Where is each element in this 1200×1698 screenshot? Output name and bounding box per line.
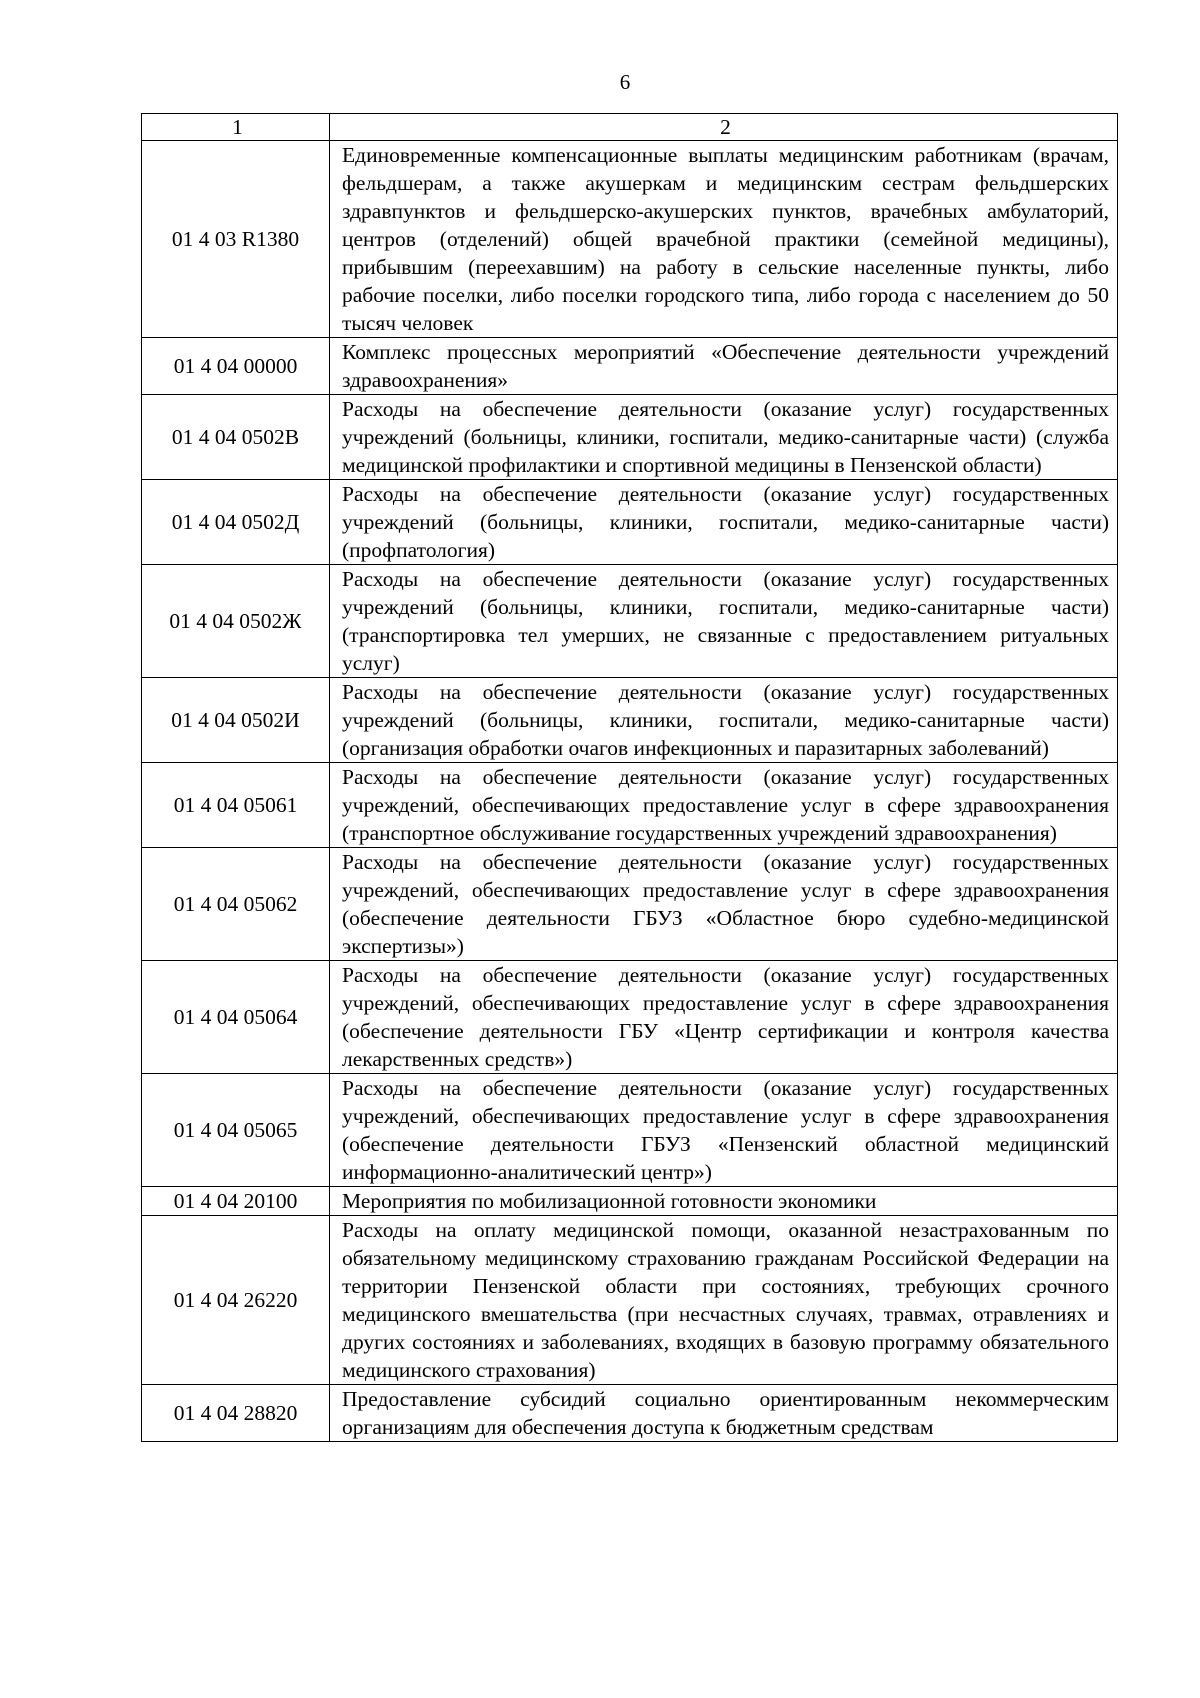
- table-row: [142, 1385, 1118, 1442]
- row-code: 01 4 04 05062: [142, 848, 330, 961]
- table-row: [142, 678, 1118, 763]
- table-row: [142, 1187, 1118, 1216]
- table-row: [142, 1074, 1118, 1187]
- row-description: Расходы на обеспечение деятельности (оказание услуг) государственных учреждений, обеспечивающих предоставление услуг в сфере здравоохранения (обеспечение деятельности ГБУЗ «Пензенский областной медицинский информационно-аналитический центр»): [330, 1074, 1118, 1187]
- row-code: 01 4 04 0502Ж: [142, 565, 330, 678]
- row-code: 01 4 04 05061: [142, 763, 330, 848]
- row-code: 01 4 04 0502Д: [142, 480, 330, 565]
- table-row: [142, 565, 1118, 678]
- column-header-code: 1: [142, 114, 330, 141]
- row-description: Расходы на оплату медицинской помощи, оказанной незастрахованным по обязательному медицинскому страхованию гражданам Российской Федерации на территории Пензенской области при состояниях, требующих срочного медицинского вмешательства (при несчастных случаях, травмах, отравлениях и других состояниях и заболеваниях, входящих в базовую программу обязательного медицинского страхования): [330, 1216, 1118, 1385]
- table-row: [142, 395, 1118, 480]
- row-code: 01 4 04 0502И: [142, 678, 330, 763]
- table-row: [142, 338, 1118, 395]
- row-code: 01 4 04 05065: [142, 1074, 330, 1187]
- row-description: Единовременные компенсационные выплаты медицинским работникам (врачам, фельдшерам, а также акушеркам и медицинским сестрам фельдшерских здравпунктов и фельдшерско-акушерских пунктов, врачебных амбулаторий, центров (отделений) общей врачебной практики (семейной медицины), прибывшим (переехавшим) на работу в сельские населенные пункты, либо рабочие поселки, либо поселки городского типа, либо города с населением до 50 тысяч человек: [330, 141, 1118, 338]
- row-description: Расходы на обеспечение деятельности (оказание услуг) государственных учреждений, обеспечивающих предоставление услуг в сфере здравоохранения (обеспечение деятельности ГБУЗ «Областное бюро судебно-медицинской экспертизы»): [330, 848, 1118, 961]
- column-header-description: 2: [330, 114, 1118, 141]
- table-body: [142, 141, 1118, 1442]
- table-row: [142, 961, 1118, 1074]
- row-code: 01 4 04 28820: [142, 1385, 330, 1442]
- row-description: Расходы на обеспечение деятельности (оказание услуг) государственных учреждений (больницы, клиники, госпитали, медико-санитарные части) (транспортировка тел умерших, не связанные с предоставлением ритуальных услуг): [330, 565, 1118, 678]
- row-description: Расходы на обеспечение деятельности (оказание услуг) государственных учреждений (больницы, клиники, госпитали, медико-санитарные части) (профпатология): [330, 480, 1118, 565]
- row-code: 01 4 04 05064: [142, 961, 330, 1074]
- row-description: Расходы на обеспечение деятельности (оказание услуг) государственных учреждений, обеспечивающих предоставление услуг в сфере здравоохранения (обеспечение деятельности ГБУ «Центр сертификации и контроля качества лекарственных средств»): [330, 961, 1118, 1074]
- row-code: 01 4 04 00000: [142, 338, 330, 395]
- table-row: [142, 1216, 1118, 1385]
- table-row: [142, 480, 1118, 565]
- row-description: Мероприятия по мобилизационной готовности экономики: [330, 1187, 1118, 1216]
- row-description: Расходы на обеспечение деятельности (оказание услуг) государственных учреждений (больницы, клиники, госпитали, медико-санитарные части) (служба медицинской профилактики и спортивной медицины в Пензенской области): [330, 395, 1118, 480]
- row-description: Расходы на обеспечение деятельности (оказание услуг) государственных учреждений, обеспечивающих предоставление услуг в сфере здравоохранения (транспортное обслуживание государственных учреждений здравоохранения): [330, 763, 1118, 848]
- budget-classification-table: [141, 113, 1118, 1442]
- table-row: [142, 848, 1118, 961]
- row-description: Предоставление субсидий социально ориентированным некоммерческим организациям для обеспечения доступа к бюджетным средствам: [330, 1385, 1118, 1442]
- header-row: [142, 114, 1118, 141]
- row-description: Расходы на обеспечение деятельности (оказание услуг) государственных учреждений (больницы, клиники, госпитали, медико-санитарные части) (организация обработки очагов инфекционных и паразитарных заболеваний): [330, 678, 1118, 763]
- table-row: [142, 763, 1118, 848]
- row-description: Комплекс процессных мероприятий «Обеспечение деятельности учреждений здравоохранения»: [330, 338, 1118, 395]
- table-header: [142, 114, 1118, 141]
- row-code: 01 4 04 0502В: [142, 395, 330, 480]
- row-code: 01 4 04 20100: [142, 1187, 330, 1216]
- table-row: [142, 141, 1118, 338]
- row-code: 01 4 04 26220: [142, 1216, 330, 1385]
- page-number: 6: [619, 70, 631, 94]
- row-code: 01 4 03 R1380: [142, 141, 330, 338]
